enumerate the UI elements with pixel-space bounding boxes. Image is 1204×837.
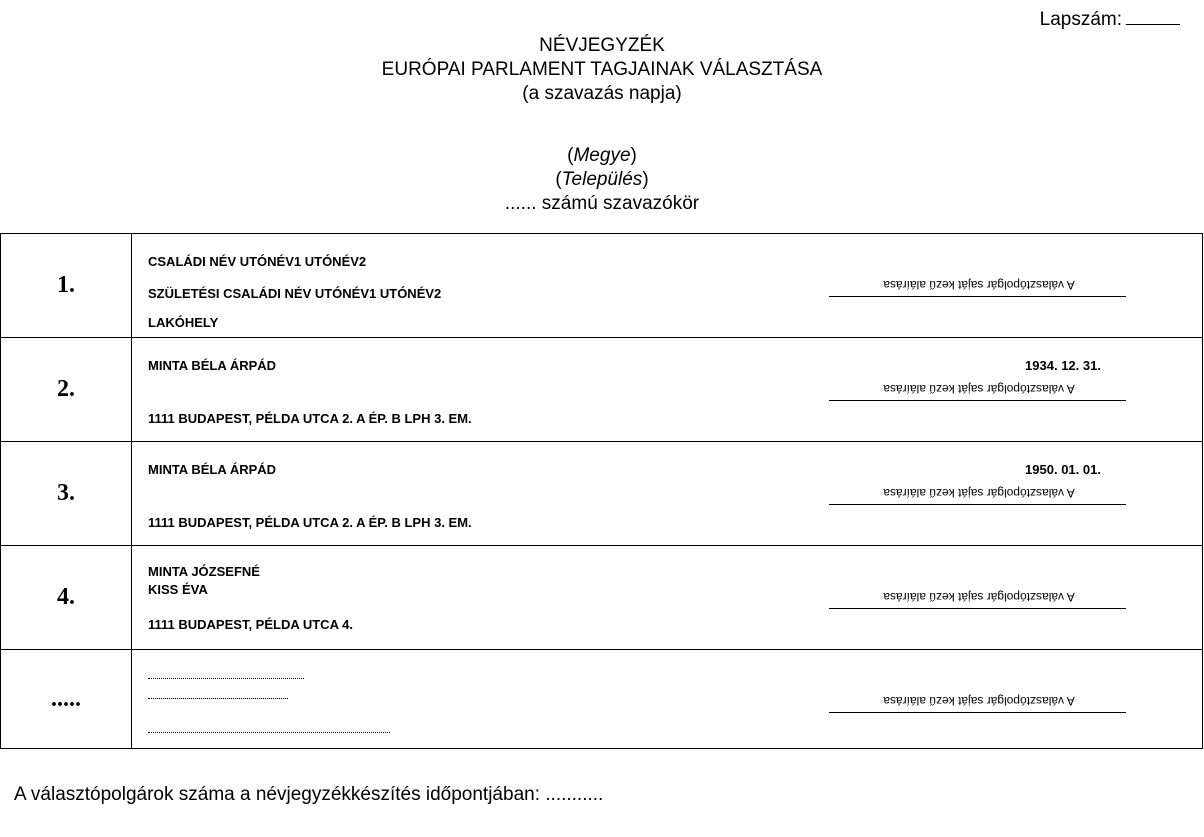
county-name: Megye	[573, 145, 631, 166]
signature-label: A választópolgár saját kezű aláírása	[883, 278, 1075, 292]
placeholder-dots	[148, 678, 304, 679]
polling-district: ...... számú szavazókör	[504, 193, 700, 214]
voter-address: 1111 BUDAPEST, PÉLDA UTCA 4.	[148, 617, 353, 632]
placeholder-dots	[148, 698, 288, 699]
birth-name-line: SZÜLETÉSI CSALÁDI NÉV UTÓNÉV1 UTÓNÉV2	[148, 286, 442, 301]
row-number: 2.	[1, 338, 132, 442]
table-row	[1, 234, 1203, 338]
signature-label: A választópolgár saját kezű aláírása	[883, 486, 1075, 500]
page-number-blank	[1126, 8, 1180, 25]
voter-name: MINTA BÉLA ÁRPÁD	[148, 358, 277, 373]
county-open-paren: (	[567, 145, 574, 166]
family-name-line: CSALÁDI NÉV UTÓNÉV1 UTÓNÉV2	[148, 254, 367, 269]
voter-register-table	[0, 233, 1203, 749]
row-number: 4.	[1, 546, 132, 650]
document-subtitle: EURÓPAI PARLAMENT TAGJAINAK VÁLASZTÁSA	[381, 59, 823, 80]
page-number-label: Lapszám:	[1039, 9, 1122, 30]
voter-name: MINTA BÉLA ÁRPÁD	[148, 462, 277, 477]
document-title: NÉVJEGYZÉK	[539, 35, 665, 56]
voter-info-cell	[132, 234, 1203, 338]
row-number: 1.	[1, 234, 132, 338]
county-line	[0, 144, 1204, 168]
settlement-line	[0, 168, 1204, 192]
election-date-line: (a szavazás napja)	[522, 83, 682, 104]
birth-date: 1950. 01. 01.	[1025, 462, 1101, 477]
voter-birth-name: KISS ÉVA	[148, 582, 208, 597]
table-row	[1, 442, 1203, 546]
row-number: 3.	[1, 442, 132, 546]
county-close-paren: )	[630, 145, 637, 166]
table-row	[1, 338, 1203, 442]
settlement-open-paren: (	[555, 169, 562, 190]
signature-line	[829, 608, 1126, 609]
voter-info-cell	[132, 442, 1203, 546]
settlement-close-paren: )	[642, 169, 649, 190]
voter-info-cell	[132, 338, 1203, 442]
voter-address: 1111 BUDAPEST, PÉLDA UTCA 2. A ÉP. B LPH 3. EM.	[148, 515, 472, 530]
signature-line	[829, 504, 1126, 505]
signature-line	[829, 296, 1126, 297]
placeholder-dots	[148, 732, 390, 733]
voter-count-line: A választópolgárok száma a névjegyzékkészítés időpontjában: ...........	[14, 784, 604, 805]
voter-info-cell	[132, 650, 1203, 749]
residence-line: LAKÓHELY	[148, 315, 219, 330]
signature-label: A választópolgár saját kezű aláírása	[883, 590, 1075, 604]
table-row	[1, 650, 1203, 749]
signature-label: A választópolgár saját kezű aláírása	[883, 382, 1075, 396]
birth-date: 1934. 12. 31.	[1025, 358, 1101, 373]
page-number-field	[1040, 8, 1180, 31]
voter-name: MINTA JÓZSEFNÉ	[148, 564, 260, 579]
signature-label: A választópolgár saját kezű aláírása	[883, 694, 1075, 708]
table-row	[1, 546, 1203, 650]
settlement-name: Település	[561, 169, 643, 190]
signature-line	[829, 712, 1126, 713]
voter-info-cell	[132, 546, 1203, 650]
voter-address: 1111 BUDAPEST, PÉLDA UTCA 2. A ÉP. B LPH 3. EM.	[148, 411, 472, 426]
signature-line	[829, 400, 1126, 401]
row-number: .....	[1, 650, 132, 749]
